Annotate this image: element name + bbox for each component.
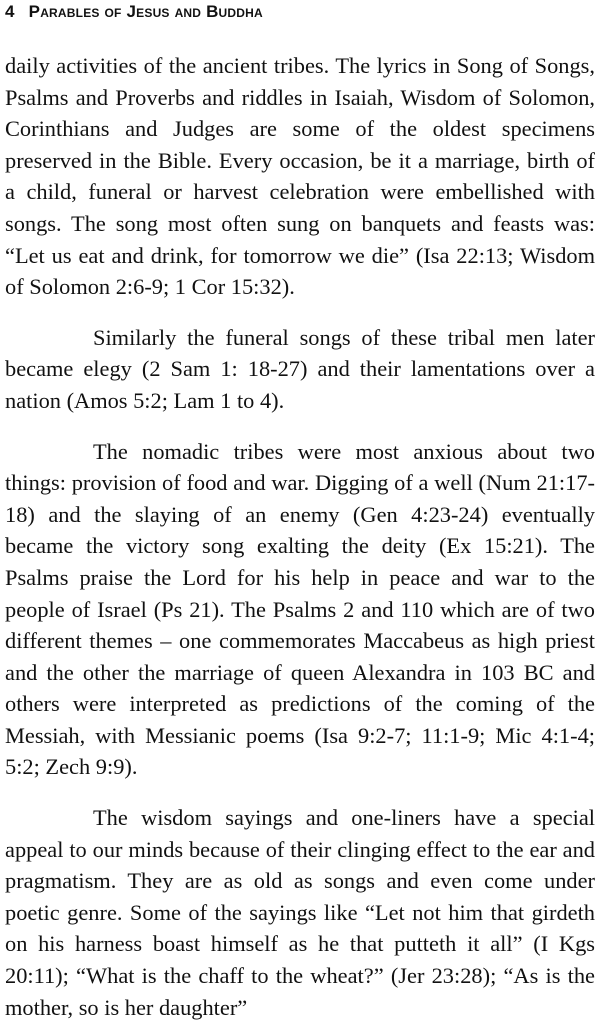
paragraph-continuation: daily activities of the ancient tribes. The lyrics in Song of Songs, Psalms and Proverbs and riddles in Isaiah, Wisdom of Solomon, Corinthians and Judges are some of the oldest specimens preserved in the Bible. Every occasion, be it a marriage, birth of a child, funeral or harvest celebration were embellished with songs. The song most often sung on banquets and feasts was: “Let us eat and drink, for tomorrow we die” (Isa 22:13; Wisdom of Solomon 2:6-9; 1 Cor 15:32). [5,53,595,300]
paragraph-funeral-songs: Similarly the funeral songs of these tribal men later became elegy (2 Sam 1: 18-27) and their lamentations over a nation (Amos 5:2; Lam 1 to 4). [5,324,595,413]
running-head [5,2,263,26]
paragraph-nomadic-tribes: The nomadic tribes were most anxious about two things: provision of food and war. Digging of a well (Num 21:17-18) and the slaying of an enemy (Gen 4:23-24) eventually became the victory song exalting the deity (Ex 15:21). The Psalms praise the Lord for his help in peace and war to the people of Israel (Ps 21). The Psalms 2 and 110 which are of two different themes – one commemorates Maccabeus as high priest and the other the marriage of queen Alexandra in 103 BC and others were interpreted as predictions of the coming of the Messiah, with Messianic poems (Isa 9:2-7; 11:1-9; Mic 4:1-4; 5:2; Zech 9:9). [5,438,595,780]
page-number: 4 [5,2,15,21]
body-text [5,50,595,1023]
book-title: Parables of Jesus and Buddha [28,2,263,21]
paragraph-wisdom-sayings: The wisdom sayings and one-liners have a special appeal to our minds because of their clinging effect to the ear and pragmatism. They are as old as songs and even come under poetic genre. Some of the sayings like “Let not him that girdeth on his harness boast himself as he that putteth it all” (I Kgs 20:11); “What is the chaff to the wheat?” (Jer 23:28); “As is the mother, so is her daughter” [5,805,595,1020]
